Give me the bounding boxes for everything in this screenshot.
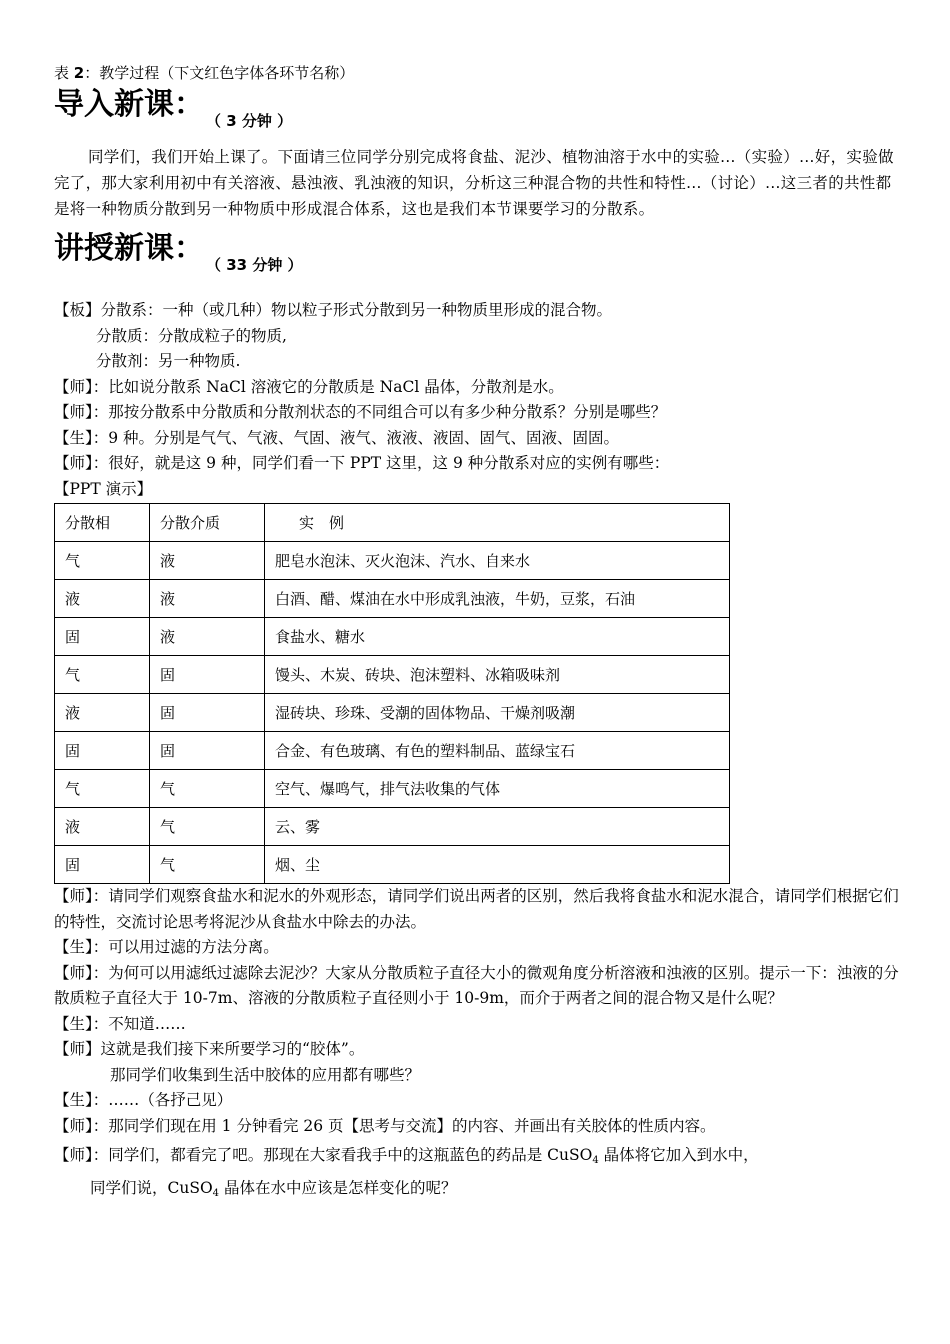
table-row — [55, 656, 730, 694]
section-intro-duration: （ 3 分钟 ） — [206, 112, 293, 130]
example-cell: 馒头、木炭、砖块、泡沫塑料、冰箱吸味剂 — [265, 656, 730, 694]
header-cell — [265, 504, 730, 542]
teacher-line: 【师】：为何可以用滤纸过滤除去泥沙？大家从分散质粒子直径大小的微观角度分析溶液和浊液的区别。提示一下：浊液的分散质粒子直径大于 10-7m、溶液的分散质粒子直径则小于 10-9m，而介于两者之间的混合物又是什么呢？ — [54, 963, 899, 1007]
dispersed-phase-cell: 液 — [55, 808, 150, 846]
after-table-lines — [54, 884, 900, 1206]
dispersion-medium-cell: 液 — [150, 542, 265, 580]
dispersion-medium-cell: 固 — [150, 732, 265, 770]
example-cell: 空气、爆鸣气，排气法收集的气体 — [265, 770, 730, 808]
section-teach-duration: （ 33 分钟 ） — [206, 256, 303, 274]
dispersed-phase-line: 分散质：分散成粒子的物质, — [96, 326, 287, 345]
table-caption — [54, 62, 900, 84]
example-cell: 湿砖块、珍珠、受潮的固体物品、干燥剂吸潮 — [265, 694, 730, 732]
teacher-line: 【师】：那按分散系中分散质和分散剂状态的不同组合可以有多少种分散系？分别是哪些？ — [54, 403, 667, 421]
teacher-line: 【师】：那同学们现在用 1 分钟看完 26 页【思考与交流】的内容、并画出有关胶体的性质内容。 — [54, 1116, 716, 1135]
section-teach-title: 讲授新课： — [54, 231, 204, 266]
example-cell: 白酒、醋、煤油在水中形成乳浊液，牛奶，豆浆，石油 — [265, 580, 730, 618]
text-span: 晶体将它加入到水中， — [598, 1146, 759, 1164]
example-cell: 合金、有色玻璃、有色的塑料制品、蓝绿宝石 — [265, 732, 730, 770]
dispersion-medium-cell: 固 — [150, 656, 265, 694]
caption-number: 2 — [73, 64, 85, 82]
dispersion-medium-cell: 气 — [150, 770, 265, 808]
dispersed-phase-cell: 固 — [55, 618, 150, 656]
dispersion-medium-cell: 气 — [150, 808, 265, 846]
caption-colon: ： — [84, 64, 100, 82]
table-row — [55, 770, 730, 808]
student-line: 【生】：9 种。分别是气气、气液、气固、液气、液液、液固、固气、固液、固固。 — [54, 428, 620, 447]
student-line: 【生】：可以用过滤的方法分离。 — [54, 938, 279, 956]
table-row — [55, 618, 730, 656]
subscript: 4 — [592, 1155, 599, 1166]
dispersed-phase-cell: 固 — [55, 846, 150, 884]
table-row — [55, 542, 730, 580]
example-cell: 云、雾 — [265, 808, 730, 846]
section-teach-heading — [54, 232, 900, 280]
example-cell: 食盐水、糖水 — [265, 618, 730, 656]
dispersion-examples-table — [54, 503, 730, 884]
dispersed-phase-cell: 固 — [55, 732, 150, 770]
dispersion-medium-cell: 气 — [150, 846, 265, 884]
dispersed-phase-cell: 气 — [55, 542, 150, 580]
example-cell: 烟、尘 — [265, 846, 730, 884]
dispersed-phase-cell: 气 — [55, 770, 150, 808]
table-row — [55, 580, 730, 618]
header-cell: 分散相 — [55, 504, 150, 542]
text-span: 晶体在水中应该是怎样变化的呢？ — [219, 1178, 457, 1197]
ppt-line: 【PPT 演示】 — [54, 479, 153, 498]
student-line: 【生】：……（各抒己见） — [54, 1091, 233, 1109]
teacher-line: 【师】：请同学们观察食盐水和泥水的外观形态，请同学们说出两者的区别，然后我将食盐水和泥水混合，请同学们根据它们的特性，交流讨论思考将泥沙从食盐水中除去的办法。 — [54, 887, 899, 931]
header-cell: 分散介质 — [150, 504, 265, 542]
intro-paragraph: 同学们，我们开始上课了。下面请三位同学分别完成将食盐、泥沙、植物油溶于水中的实验…（实验）…好，实验做完了，那大家利用初中有关溶液、悬浊液、乳浊液的知识，分析这三种混合物的共性和特性…（讨论）…这三者的共性都是将一种物质分散到另一种物质中形成混合体系，这也是我们本节课要学习的分散系。 — [54, 148, 894, 218]
teacher-question-line: 那同学们收集到生活中胶体的应用都有哪些？ — [110, 1065, 421, 1084]
dispersed-phase-cell: 液 — [55, 694, 150, 732]
dispersion-medium-cell: 液 — [150, 580, 265, 618]
dispersed-phase-cell: 气 — [55, 656, 150, 694]
subscript: 4 — [212, 1187, 220, 1199]
teacher-line-cuso4-cont — [54, 1176, 900, 1207]
section-intro-heading — [54, 88, 900, 136]
table-row — [55, 846, 730, 884]
header-examples-label: 实 例 — [299, 514, 345, 532]
table-row — [55, 808, 730, 846]
table-row — [55, 732, 730, 770]
lesson-lines — [54, 298, 900, 502]
text-span: 同学们说，CuSO — [90, 1178, 213, 1197]
table-header-row — [55, 504, 730, 542]
caption-text: 教学过程（下文红色字体各环节名称） — [99, 64, 355, 82]
teacher-line: 【师】：很好，就是这 9 种，同学们看一下 PPT 这里，这 9 种分散系对应的实例有哪些： — [54, 454, 670, 472]
document-page — [54, 62, 900, 1206]
dispersion-medium-cell: 液 — [150, 618, 265, 656]
table-row — [55, 694, 730, 732]
section-intro-title: 导入新课： — [54, 87, 204, 122]
teacher-line: 【师】：比如说分散系 NaCl 溶液它的分散质是 NaCl 晶体，分散剂是水。 — [54, 377, 564, 396]
board-line: 【板】分散系：一种（或几种）物以粒子形式分散到另一种物质里形成的混合物。 — [54, 301, 613, 319]
dispersion-medium-cell: 固 — [150, 694, 265, 732]
example-cell: 肥皂水泡沫、灭火泡沫、汽水、自来水 — [265, 542, 730, 580]
teacher-line-cuso4 — [54, 1143, 900, 1174]
text-span: 【师】：同学们，都看完了吧。那现在大家看我手中的这瓶蓝色的药品是 CuSO — [54, 1146, 593, 1164]
caption-prefix: 表 — [54, 64, 70, 82]
dispersion-medium-line: 分散剂：另一种物质. — [96, 352, 241, 370]
dispersed-phase-cell: 液 — [55, 580, 150, 618]
teacher-line: 【师】这就是我们接下来所要学习的“胶体”。 — [54, 1040, 365, 1058]
student-line: 【生】：不知道…… — [54, 1014, 186, 1033]
